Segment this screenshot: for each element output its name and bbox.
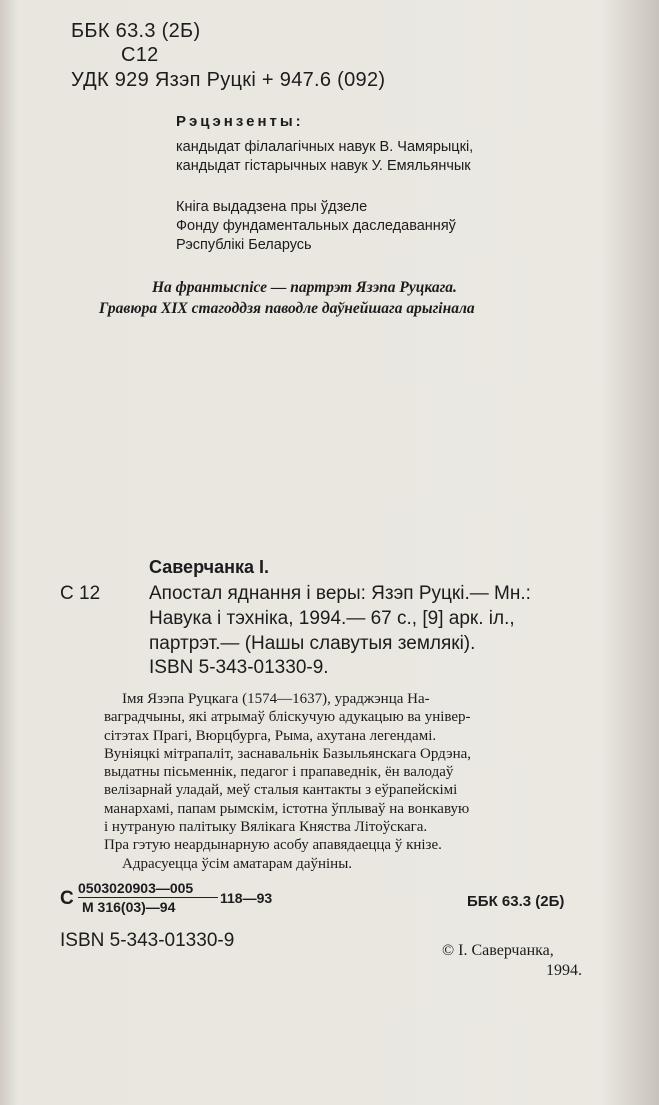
cip-letter: С [60,888,74,909]
c12-code: С12 [121,44,159,66]
catalog-line-1: Апостал яднання і веры: Язэп Руцкі.— Мн.: [149,583,531,604]
abstract-line: сітэтах Прагі, Вюрцбурга, Рыма, ахутана легендамі. [104,727,437,744]
copyright: © І. Саверчанка, [442,942,554,959]
catalog-isbn: ISBN 5-343-01330-9. [149,657,329,678]
cip-numerator: 0503020903—005 [78,880,218,898]
footer-isbn: ISBN 5-343-01330-9 [60,930,235,951]
reviewer-2: кандыдат гістарычных навук У. Емяльянчык [176,158,471,174]
catalog-code: С 12 [60,583,101,604]
abstract-line: ваградчыны, які атрымаў бліскучую адукацыю ва універ- [104,709,471,726]
catalog-author: Саверчанка І. [149,557,269,577]
abstract-line: Імя Язэпа Руцкага (1574—1637), ураджэнца На- [122,691,430,707]
abstract-line: Вуніяцкі мітрапаліт, заснавальнік Базыльянскага Ордэна, [104,745,472,762]
reviewers-title: Рэцэнзенты: [176,113,304,130]
frontispiece-note-line-1: На франтыспісе — партрэт Язэпа Руцкага. [152,279,457,296]
cip-bbk: ББК 63.3 (2Б) [467,893,565,910]
abstract-line: велізарнай уладай, меў сталыя кантакты з еўрапейскімі [104,782,458,799]
abstract-line: і нутраную палітыку Вялікага Княства Літоўскага. [104,819,428,836]
abstract-line: Адрасуецца ўсім аматарам даўніны. [122,855,353,872]
udk-code: УДК 929 Язэп Руцкі + 947.6 (092) [71,69,386,91]
frontispiece-note-line-2: Гравюра XIX стагоддзя паводле даўнейшага арыгінала [99,300,475,317]
cip-suffix: 118—93 [220,890,273,906]
catalog-line-2: Навука і тэхніка, 1994.— 67 с., [9] арк. іл., [149,608,515,629]
publication-note-line-2: Фонду фундаментальных даследаванняў [176,218,456,234]
catalog-line-3: партрэт.— (Нашы славутыя землякі). [149,633,476,654]
copyright-year: 1994. [546,962,582,979]
publication-note-line-3: Рэспублікі Беларусь [176,237,312,253]
cip-denominator: М 316(03)—94 [82,899,176,915]
abstract-line: манархамі, папам рымскім, істотна ўплываў на вонкавую [104,800,470,817]
publication-note-line-1: Кніга выдадзена пры ўдзеле [176,199,368,215]
abstract-line: Пра гэтую неардынарную асобу апавядаецца ў кнізе. [104,837,442,854]
bbk-code: ББК 63.3 (2Б) [71,20,201,42]
abstract-line: выдатны пісьменнік, педагог і прапаведнік, ён валодаў [104,764,454,781]
reviewer-1: кандыдат філалагічных навук В. Чамярыцкі, [176,139,474,155]
abstract [104,690,604,873]
